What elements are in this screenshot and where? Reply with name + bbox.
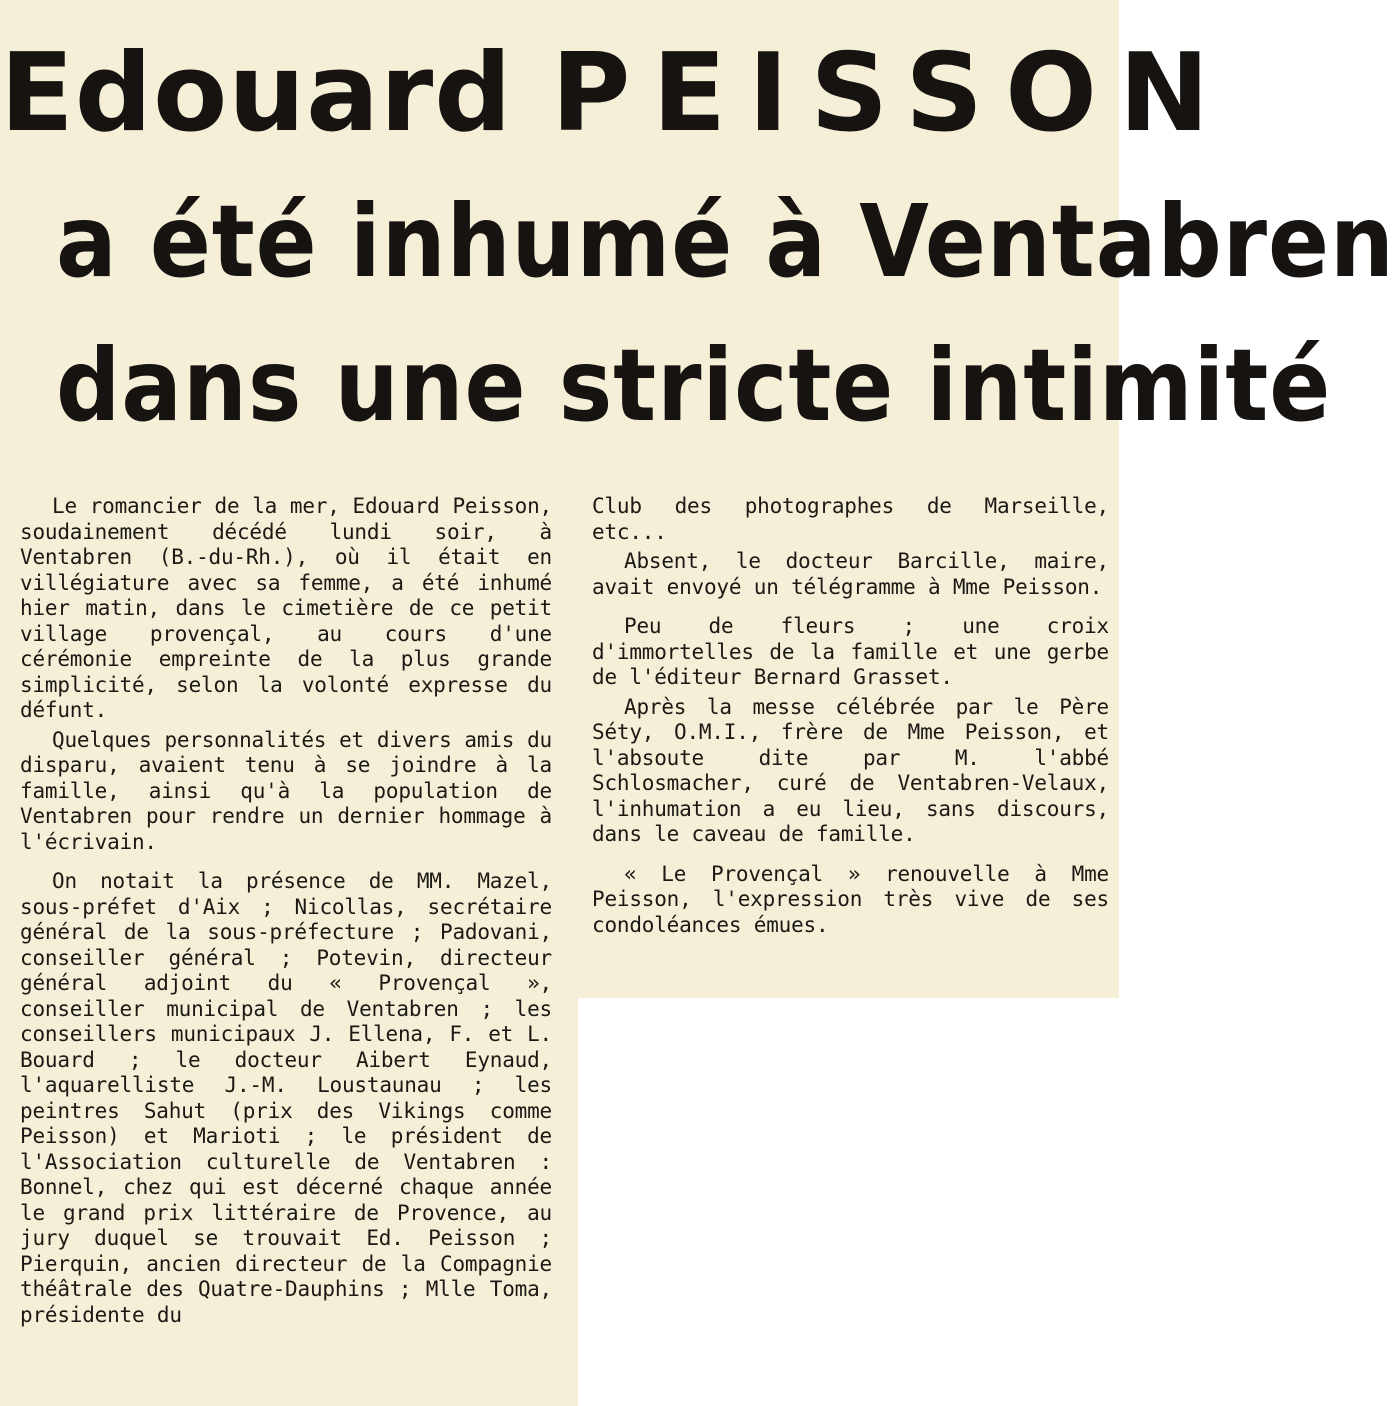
article-column-right <box>592 494 1109 938</box>
paragraph: Le romancier de la mer, Edouard Peisson, soudainement décédé lundi soir, à Ventabren (B.-du-Rh.), où il était en villégiature avec sa femme, a été inhumé hier matin, dans le cimetière de ce petit village provençal, au cours d'une cérémonie empreinte de la plus grande simplicité, selon la volonté expresse du défunt. <box>20 494 552 722</box>
headline-line-3: dans une stricte intimité <box>55 327 1332 444</box>
headline-surname: PEISSON <box>551 31 1232 156</box>
paragraph: Absent, le docteur Barcille, maire, avait envoyé un télégramme à Mme Peisson. <box>592 549 1109 599</box>
paragraph: « Le Provençal » renouvelle à Mme Peisson, l'expression très vive de ses condoléances émues. <box>592 861 1109 937</box>
article-column-left <box>20 494 552 1328</box>
paragraph: Quelques personnalités et divers amis du disparu, avaient tenu à se joindre à la famille, ainsi qu'à la population de Ventabren pour rendre un dernier hommage à l'écrivain. <box>20 727 552 854</box>
paragraph: Club des photographes de Marseille, etc... <box>592 494 1109 544</box>
paragraph: Après la messe célébrée par le Père Séty, O.M.I., frère de Mme Peisson, et l'absoute dite par M. l'abbé Schlosmacher, curé de Ventabren-Velaux, l'inhumation a eu lieu, sans discours, dans le caveau de famille. <box>592 694 1109 846</box>
paragraph: On notait la présence de MM. Mazel, sous-préfet d'Aix ; Nicollas, secrétaire général de la sous-préfecture ; Padovani, conseiller général ; Potevin, directeur général adjoint du « Provençal », conseiller municipal de Ventabren ; les conseillers municipaux J. Ellena, F. et L. Bouard ; le docteur Aibert Eynaud, l'aquarelliste J.-M. Loustaunau ; les peintres Sahut (prix des Vikings comme Peisson) et Marioti ; le président de l'Association culturelle de Ventabren : Bonnel, chez qui est décerné chaque année le grand prix littéraire de Provence, au jury duquel se trouvait Ed. Peisson ; Pierquin, ancien directeur de la Compagnie théâtrale des Quatre-Dauphins ; Mlle Toma, présidente du <box>20 869 552 1327</box>
headline <box>0 31 1395 444</box>
headline-line-2: a été inhumé à Ventabren <box>55 183 1395 300</box>
paragraph: Peu de fleurs ; une croix d'immortelles de la famille et une gerbe de l'éditeur Bernard Grasset. <box>592 614 1109 689</box>
headline-first-name: Edouard <box>0 31 513 156</box>
headline-line-1 <box>0 31 1232 156</box>
